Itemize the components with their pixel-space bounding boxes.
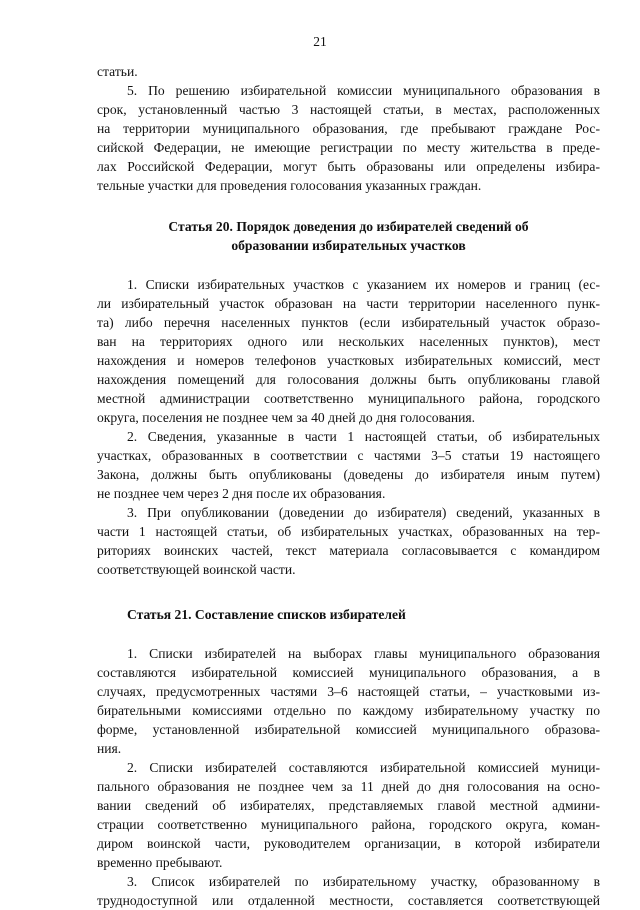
text-line: риториях воинских частей, текст материала согласовывается с командиром xyxy=(97,543,600,558)
text-line: статьи. xyxy=(97,64,138,79)
text-line: диром воинской части, руководителем организации, в которой избиратели xyxy=(97,836,600,851)
text-line: ли избирательный участок образован на части территории населенного пунк- xyxy=(97,296,600,311)
text-line: 5. По решению избирательной комиссии муниципального образования в xyxy=(127,83,600,98)
text-line: временно пребывают. xyxy=(97,855,223,870)
text-line: округа, поселения не позднее чем за 40 дней до дня голосования. xyxy=(97,410,476,425)
heading-line: Статья 20. Порядок доведения до избирателей сведений об xyxy=(168,219,529,234)
article-20-item-2 xyxy=(97,427,600,503)
text-line: ния. xyxy=(97,741,122,756)
text-line: на территории муниципального образования, где пребывают граждане Рос- xyxy=(97,121,600,136)
text-line: не позднее чем через 2 дня после их образования. xyxy=(97,486,386,501)
text-line: лах Российской Федерации, могут быть образованы или определены избира- xyxy=(97,159,600,174)
text-line: нахождения и номеров телефонов участковых избирательных комиссий, мест xyxy=(97,353,600,368)
text-line: страции соответственно муниципального района, городского округа, коман- xyxy=(97,817,600,832)
text-line: бирательными комиссиями отдельно по каждому избирательному участку по xyxy=(97,703,600,718)
page-number: 21 xyxy=(313,34,327,49)
text-line: 1. Списки избирателей на выборах главы муниципального образования xyxy=(127,646,600,661)
text-line: вании сведений об избирателях, представляемых главой местной админи- xyxy=(97,798,600,813)
text-line: Закона, должны быть опубликованы (доведены до избирателя иным путем) xyxy=(97,467,600,482)
text-line: 3. При опубликовании (доведении до избирателя) сведений, указанных в xyxy=(127,505,600,520)
heading-line: образовании избирательных участков xyxy=(231,238,466,253)
text-line: участках, образованных в соответствии с частями 3–5 статьи 19 настоящего xyxy=(97,448,600,463)
text-line: соответствующей воинской части. xyxy=(97,562,296,577)
text-line: составляются избирательной комиссией муниципального образования, а в xyxy=(97,665,600,680)
text-line: части 1 настоящей статьи, об избирательных участках, образованных на тер- xyxy=(97,524,600,539)
article-19-item-5 xyxy=(97,81,600,195)
article-21-item-2 xyxy=(97,758,600,872)
heading-line: Статья 21. Составление списков избирателей xyxy=(127,607,406,622)
text-line: тельные участки для проведения голосования указанных граждан. xyxy=(97,178,482,193)
text-line: 1. Списки избирательных участков с указанием их номеров и границ (ес- xyxy=(127,277,600,292)
article-21-heading xyxy=(97,605,600,624)
text-line: та) либо перечня населенных пунктов (если избирательный участок образо- xyxy=(97,315,600,330)
text-line: форме, установленной избирательной комиссией муниципального образова- xyxy=(97,722,600,737)
text-line: сийской Федерации, не имеющие регистрации по месту жительства в преде- xyxy=(97,140,600,155)
text-line: местной администрации соответственно муниципального района, городского xyxy=(97,391,600,406)
document-body xyxy=(97,62,600,910)
text-line: 2. Списки избирателей составляются избирательной комиссией муници- xyxy=(127,760,600,775)
text-line: 3. Список избирателей по избирательному участку, образованному в xyxy=(127,874,600,889)
article-20-heading xyxy=(97,217,600,255)
text-line: случаях, предусмотренных частями 3–6 настоящей статьи, – участковыми из- xyxy=(97,684,600,699)
text-line: пального образования не позднее чем за 11 дней до дня голосования на осно- xyxy=(97,779,600,794)
article-21-item-1 xyxy=(97,644,600,758)
article-20-item-1 xyxy=(97,275,600,427)
text-line: 2. Сведения, указанные в части 1 настоящей статьи, об избирательных xyxy=(127,429,600,444)
article-20-item-3 xyxy=(97,503,600,579)
art19-tail xyxy=(97,62,600,81)
text-line: нахождения помещений для голосования должны быть опубликованы главой xyxy=(97,372,600,387)
article-21-item-3 xyxy=(97,872,600,910)
text-line: ван на территориях одного или нескольких населенных пунктов), мест xyxy=(97,334,600,349)
text-line: срок, установленный частью 3 настоящей статьи, в местах, расположенных xyxy=(97,102,600,117)
text-line: труднодоступной или отдаленной местности, составляется соответствующей xyxy=(97,893,600,908)
